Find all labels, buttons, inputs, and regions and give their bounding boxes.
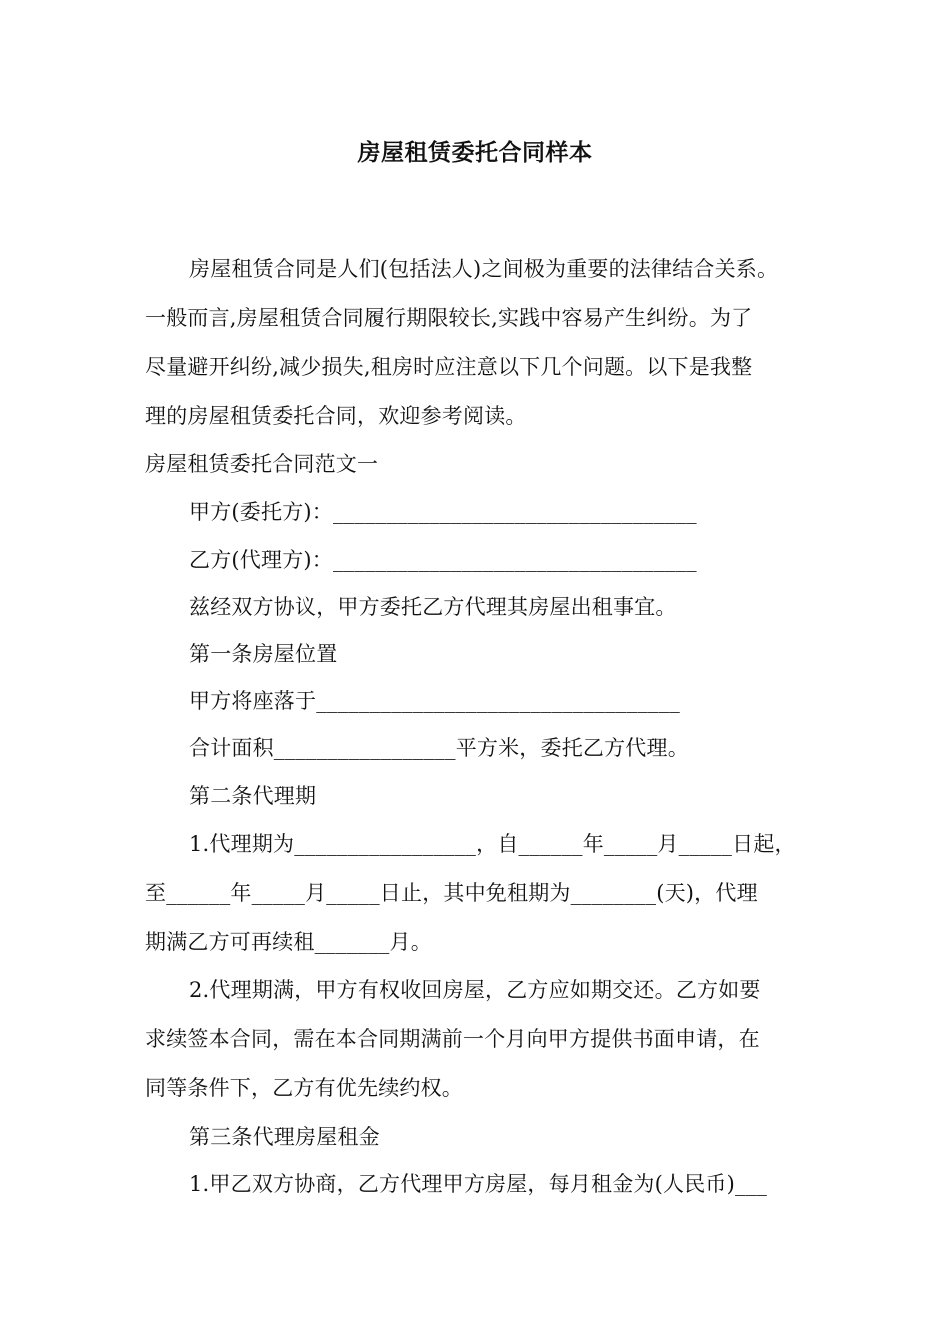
intro-line-1: 房屋租赁合同是人们(包括法人)之间极为重要的法律结合关系。 <box>189 257 779 281</box>
term-clause-line-1: 1.代理期为_________________，自______年_____月_____日起， <box>189 832 796 856</box>
rent-clause-line-1: 1.甲乙双方协商，乙方代理甲方房屋，每月租金为(人民币)___ <box>189 1172 768 1196</box>
agreement-paragraph: 兹经双方协议，甲方委托乙方代理其房屋出租事宜。 <box>189 595 677 619</box>
area-field: 合计面积_________________平方米，委托乙方代理。 <box>189 736 689 760</box>
renewal-clause-line-3: 同等条件下，乙方有优先续约权。 <box>145 1076 463 1100</box>
party-b-field: 乙方(代理方)：__________________________________ <box>189 548 697 572</box>
intro-line-2: 一般而言,房屋租赁合同履行期限较长,实践中容易产生纠纷。为了 <box>145 306 753 330</box>
term-clause-line-3: 期满乙方可再续租_______月。 <box>145 930 432 954</box>
party-a-field: 甲方(委托方)：__________________________________ <box>189 500 697 524</box>
article-2-heading: 第二条代理期 <box>189 784 317 808</box>
article-1-heading: 第一条房屋位置 <box>189 642 338 666</box>
renewal-clause-line-1: 2.代理期满，甲方有权收回房屋，乙方应如期交还。乙方如要 <box>189 978 761 1002</box>
intro-line-3: 尽量避开纠纷,减少损失,租房时应注意以下几个问题。以下是我整 <box>145 355 753 379</box>
renewal-clause-line-2: 求续签本合同，需在本合同期满前一个月向甲方提供书面申请，在 <box>145 1027 760 1051</box>
document-title: 房屋租赁委托合同样本 <box>357 140 593 166</box>
location-field: 甲方将座落于__________________________________ <box>189 689 680 713</box>
section-heading: 房屋租赁委托合同范文一 <box>145 452 379 476</box>
term-clause-line-2: 至______年_____月_____日止，其中免租期为________(天)，代理 <box>145 881 758 905</box>
article-3-heading: 第三条代理房屋租金 <box>189 1125 380 1149</box>
intro-line-4: 理的房屋租赁委托合同，欢迎参考阅读。 <box>145 404 527 428</box>
